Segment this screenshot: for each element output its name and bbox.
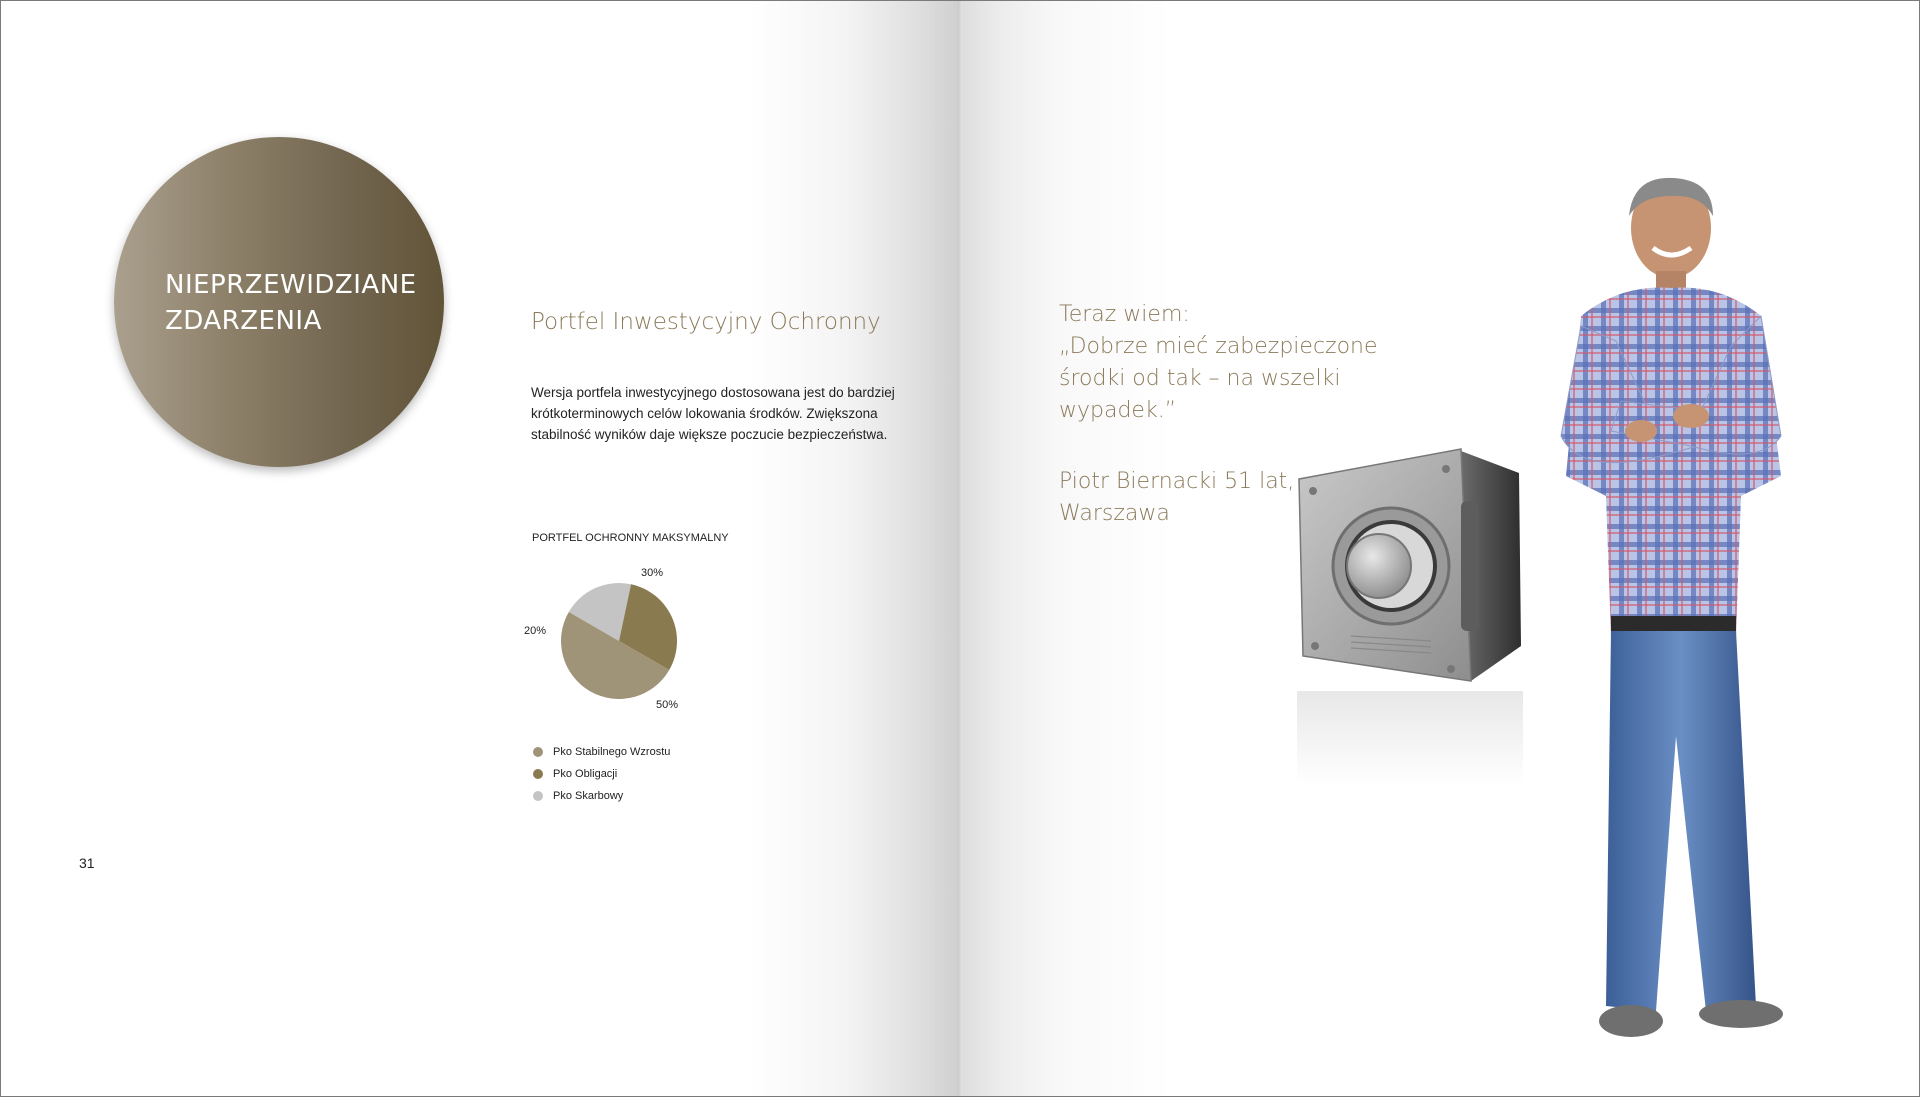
legend-label: Pko Obligacji [553, 768, 618, 780]
safe-icon [1291, 441, 1536, 691]
section-title: NIEPRZEWIDZIANE ZDARZENIA [165, 270, 417, 336]
pie-value-label: 50% [656, 699, 679, 711]
testimonial-author: Piotr Biernacki 51 lat, Warszawa [1059, 469, 1295, 526]
chart-legend [533, 741, 670, 807]
legend-swatch [533, 747, 543, 757]
page-number: 31 [79, 855, 95, 871]
legend-item [533, 785, 670, 807]
legend-label: Pko Stabilnego Wzrostu [553, 746, 671, 758]
chart-title: PORTFEL OCHRONNY MAKSYMALNY [532, 532, 729, 544]
legend-swatch [533, 769, 543, 779]
portfolio-description: Wersja portfela inwestycyjnego dostosowana jest do bardziej krótkoterminowych celów lokowania środków. Zwiększona stabilność wyników daje większe poczucie bezpieczeństwa. [531, 385, 895, 442]
man-photo [1541, 176, 1851, 1081]
page-gutter [958, 1, 962, 1096]
left-page [1, 1, 960, 1096]
legend-swatch [533, 791, 543, 801]
portfolio-title: Portfel Inwestycyjny Ochronny [531, 309, 881, 335]
legend-label: Pko Skarbowy [553, 790, 624, 802]
pie-value-label: 20% [524, 625, 547, 637]
legend-item [533, 741, 670, 763]
testimonial-quote: Teraz wiem: „Dobrze mieć zabezpieczone środki od tak – na wszelki wypadek.” [1059, 302, 1378, 423]
pie-value-label: 30% [641, 567, 664, 579]
legend-item [533, 763, 670, 785]
safe-reflection [1297, 691, 1523, 786]
pie-chart [521, 556, 711, 716]
